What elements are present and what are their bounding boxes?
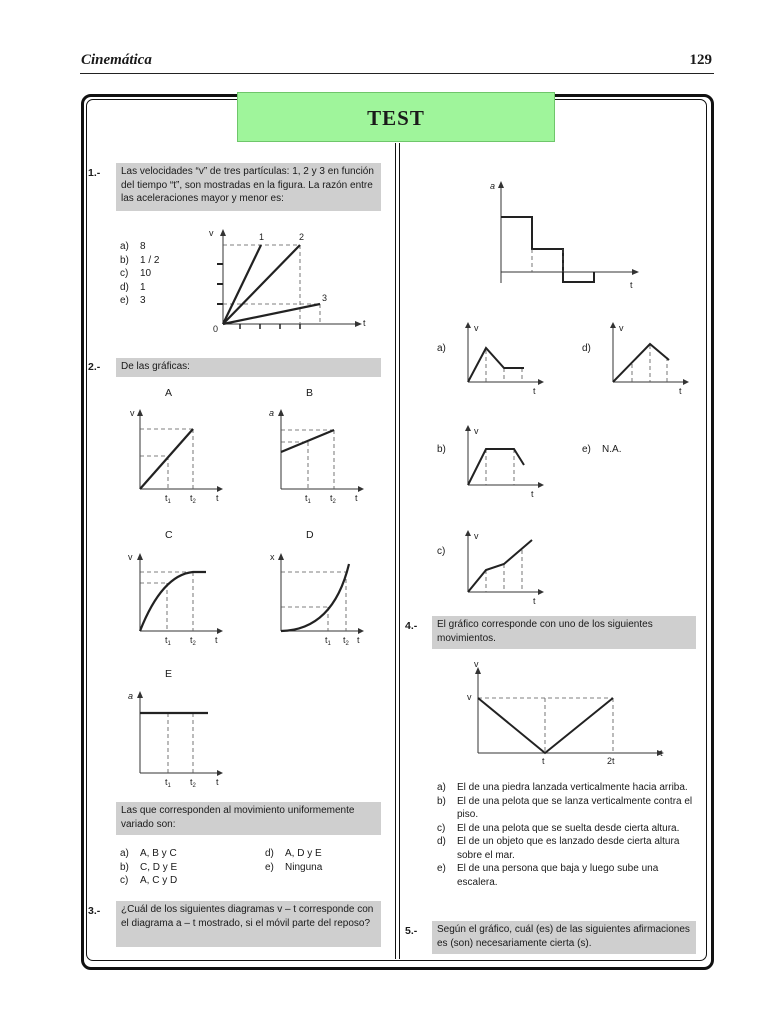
test-banner: TEST bbox=[237, 92, 555, 142]
question-2-number: 2.- bbox=[88, 361, 101, 373]
question-2-options-left bbox=[120, 847, 240, 888]
svg-text:t: t bbox=[630, 280, 633, 290]
graph-c bbox=[122, 550, 232, 650]
svg-text:t: t bbox=[542, 756, 545, 766]
svg-text:t: t bbox=[679, 386, 682, 396]
svg-text:t: t bbox=[216, 777, 219, 787]
question-1-text: Las velocidades “v” de tres partículas: 1, 2 y 3 en función del tiempo “t”, son mostradas en la figura. La razón entre las aceleraciones mayor y menor es: bbox=[116, 163, 381, 211]
question-2-options-right bbox=[265, 847, 375, 874]
svg-text:t1: $t_1$ bbox=[305, 493, 311, 505]
option-e[interactable]: e) Ninguna bbox=[265, 861, 323, 873]
question-1-options bbox=[120, 240, 200, 308]
question-1-number: 1.- bbox=[88, 167, 101, 179]
svg-text:t2: $t_2$ bbox=[330, 493, 336, 505]
q3-acceleration-graph bbox=[487, 178, 647, 293]
svg-text:t2: $t_2$ bbox=[190, 635, 196, 647]
axis-zero: 0 bbox=[213, 324, 219, 334]
axis-v: v bbox=[209, 228, 214, 238]
question-2-text: De las gráficas: bbox=[116, 358, 381, 377]
svg-text:v: v bbox=[467, 692, 472, 702]
svg-text:v: v bbox=[130, 408, 135, 418]
svg-text:a: a bbox=[269, 408, 275, 418]
option-a[interactable]: a) El de una piedra lanzada verticalmente hacia arriba. bbox=[437, 782, 688, 793]
option-b[interactable]: b) 1 / 2 bbox=[120, 254, 160, 266]
svg-text:x: x bbox=[270, 552, 275, 562]
graph-e bbox=[122, 688, 232, 788]
svg-text:t: t bbox=[531, 489, 534, 499]
question-4-number: 4.- bbox=[405, 620, 418, 632]
q3-option-b-graph[interactable] bbox=[458, 423, 553, 498]
svg-text:t: t bbox=[355, 493, 358, 503]
option-a[interactable]: a) 8 bbox=[120, 241, 146, 252]
question-3-text: ¿Cuál de los siguientes diagramas v – t corresponde con el diagrama a – t mostrado, si el móvil parte del reposo? bbox=[116, 901, 381, 947]
svg-text:v: v bbox=[619, 323, 624, 333]
option-c[interactable]: c) 10 bbox=[120, 268, 152, 279]
svg-text:v: v bbox=[474, 426, 479, 436]
graph-e-label: E bbox=[165, 668, 173, 680]
svg-text:t1: $t_1$ bbox=[165, 493, 171, 505]
svg-text:t2: $t_2$ bbox=[190, 777, 196, 789]
graph-b bbox=[263, 406, 373, 506]
svg-text:v: v bbox=[474, 323, 479, 333]
q4-velocity-graph bbox=[462, 658, 672, 768]
question-5-text: Según el gráfico, cuál (es) de las siguientes afirmaciones es (son) necesariamente cierta (s). bbox=[432, 921, 696, 954]
axis-t: t bbox=[363, 318, 366, 328]
q1-velocity-graph bbox=[205, 228, 375, 338]
option-b[interactable]: b) El de una pelota que se lanza verticalmente contra el piso. bbox=[437, 795, 693, 820]
option-e[interactable]: e) El de una persona que baja y luego sube una escalera. bbox=[437, 863, 659, 888]
q3-option-b-label[interactable]: b) bbox=[437, 444, 446, 455]
svg-text:t1: $t_1$ bbox=[325, 635, 331, 647]
graph-a-label: A bbox=[165, 387, 173, 399]
question-4-options bbox=[437, 781, 697, 889]
column-divider-left bbox=[395, 143, 396, 959]
svg-text:2t: 2t bbox=[607, 756, 615, 766]
svg-text:v: v bbox=[128, 552, 133, 562]
line-3-label: 3 bbox=[322, 293, 328, 303]
question-3-number: 3.- bbox=[88, 905, 101, 917]
header-rule bbox=[80, 73, 714, 74]
chapter-title: Cinemática bbox=[81, 52, 152, 68]
graph-d-label: D bbox=[306, 529, 314, 541]
q3-option-e[interactable]: e) N.A. bbox=[582, 444, 622, 455]
column-divider-right bbox=[399, 143, 400, 959]
svg-text:v: v bbox=[474, 531, 479, 541]
graph-c-label: C bbox=[165, 529, 173, 541]
option-b[interactable]: b) C, D y E bbox=[120, 861, 178, 873]
option-c[interactable]: c) A, C y D bbox=[120, 875, 178, 886]
graph-b-label: B bbox=[306, 387, 314, 399]
svg-text:t: t bbox=[533, 596, 536, 606]
svg-text:t: t bbox=[216, 493, 219, 503]
svg-text:t: t bbox=[660, 748, 663, 758]
svg-text:t: t bbox=[357, 635, 360, 645]
svg-text:t1: $t_1$ bbox=[165, 777, 171, 789]
q3-option-d-graph[interactable] bbox=[603, 320, 698, 395]
option-d[interactable]: d) 1 bbox=[120, 281, 146, 293]
q3-option-a-label[interactable]: a) bbox=[437, 343, 446, 354]
option-c[interactable]: c) El de una pelota que se suelta desde cierta altura. bbox=[437, 822, 680, 834]
q3-option-d-label[interactable]: d) bbox=[582, 343, 591, 354]
option-a[interactable]: a) A, B y C bbox=[120, 848, 177, 859]
q3-option-c-graph[interactable] bbox=[458, 528, 553, 608]
svg-text:t1: $t_1$ bbox=[165, 635, 171, 647]
question-4-text: El gráfico corresponde con uno de los siguientes movimientos. bbox=[432, 616, 696, 649]
svg-text:t2: $t_2$ bbox=[343, 635, 349, 647]
svg-text:v: v bbox=[474, 659, 479, 669]
graph-d bbox=[263, 550, 373, 650]
line-1-label: 1 bbox=[259, 232, 265, 242]
option-e[interactable]: e) 3 bbox=[120, 295, 146, 306]
question-2-prompt: Las que corresponden al movimiento uniformemente variado son: bbox=[116, 802, 381, 835]
question-5-number: 5.- bbox=[405, 925, 418, 937]
svg-text:t2: $t_2$ bbox=[190, 493, 196, 505]
svg-text:a: a bbox=[490, 181, 496, 191]
option-d[interactable]: d) A, D y E bbox=[265, 848, 322, 859]
q3-option-c-label[interactable]: c) bbox=[437, 546, 446, 557]
q3-option-a-graph[interactable] bbox=[458, 320, 553, 395]
graph-a bbox=[122, 406, 232, 506]
svg-text:a: a bbox=[128, 691, 134, 701]
line-2-label: 2 bbox=[299, 232, 305, 242]
svg-text:t: t bbox=[533, 386, 536, 396]
option-d[interactable]: d) El de un objeto que es lanzado desde cierta altura sobre el mar. bbox=[437, 836, 680, 861]
svg-text:t: t bbox=[215, 635, 218, 645]
page-number: 129 bbox=[689, 52, 712, 68]
